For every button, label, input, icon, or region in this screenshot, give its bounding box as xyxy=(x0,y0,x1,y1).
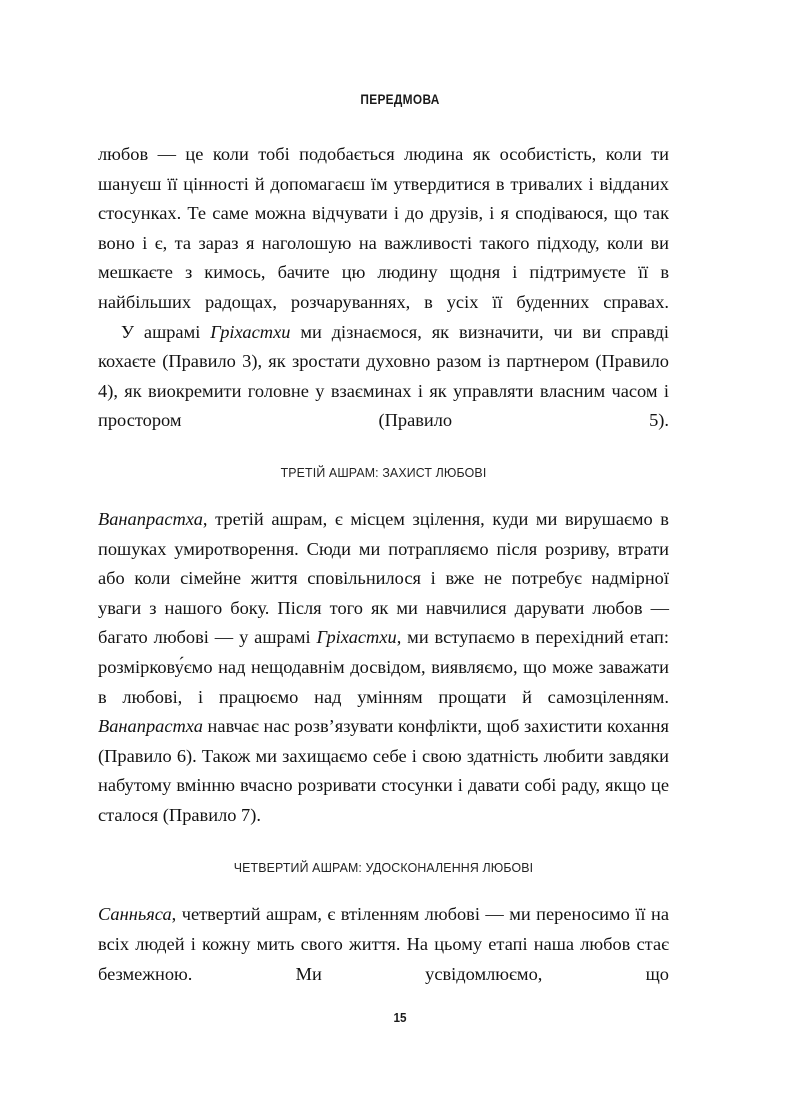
page-number: 15 xyxy=(393,1010,407,1025)
sanskrit-term-grihastha: Гріхастхи xyxy=(210,321,291,342)
paragraph-3-text-part-1: , третій ашрам, є місцем зцілення, куди ми вирушаємо в пошуках умиротворення. Сюди ми потрапляємо після розриву, втрати або коли сімейне життя сповільнилося і вже не потребує надмірної уваги з нашого боку. Після того як ми навчилися дарувати любов — багато любові — у ашрамі xyxy=(98,508,669,648)
paragraph-2-text-part-2: ми дізнаємося, як визначити, чи ви справді кохаєте (Правило 3), як зростати духовно разом із партнером (Правило 4), як виокремити головне у взаєминах і як управляти власним часом і простором (Правило 5). xyxy=(98,321,669,431)
sanskrit-term-sannyasa: Санньяса xyxy=(98,904,172,925)
paragraph-3-text-part-2: , ми вступаємо в перехідний етап: розміркову́ємо над нещодавнім досвідом, виявляємо, що може заважати в любові, і працюємо над умінням прощати й самозціленням. xyxy=(98,627,669,707)
heading-spacer-below-1 xyxy=(98,480,669,505)
section-heading-fourth-ashram: ЧЕТВЕРТИЙ АШРАМ: УДОСКОНАЛЕННЯ ЛЮБОВІ xyxy=(233,860,534,876)
sanskrit-term-vanaprastha-2: Ванапрастха xyxy=(98,716,203,737)
paragraph-continuation xyxy=(98,140,669,318)
paragraph-grihastha-ashram xyxy=(98,318,669,436)
paragraph-2-text-part-1: У ашрамі xyxy=(121,321,211,342)
running-header: ПЕРЕДМОВА xyxy=(360,92,440,107)
section-heading-third-ashram: ТРЕТІЙ АШРАМ: ЗАХИСТ ЛЮБОВІ xyxy=(280,464,487,480)
heading-spacer-above-1 xyxy=(98,436,669,465)
heading-spacer-above-2 xyxy=(98,830,669,860)
heading-spacer-below-2 xyxy=(98,875,669,900)
paragraph-4-text: , четвертий ашрам, є втіленням любові — ми переносимо її на всіх людей і кожну мить свого життя. На цьому етапі наша любов стає безмежною. Ми усвідомлюємо, що xyxy=(98,904,669,984)
paragraph-3-text-part-3: навчає нас розв’язувати конфлікти, щоб захистити кохання (Правило 6). Також ми захищаємо себе і свою здатність любити завдяки набутому вмінню вчасно розривати стосунки і давати собі раду, якщо це сталося (Правило 7). xyxy=(98,716,669,825)
sanskrit-term-vanaprastha-1: Ванапрастха xyxy=(98,508,203,529)
paragraph-vanaprastha-ashram xyxy=(98,505,669,831)
body-text-block xyxy=(98,140,669,989)
sanskrit-term-grihastha-2: Гріхастхи xyxy=(316,627,397,648)
paragraph-1-text: любов — це коли тобі подобається людина як особистість, коли ти шануєш її цінності й допомагаєш їм утвердитися в тривалих і відданих стосунках. Те саме можна відчувати і до друзів, і я сподіваюся, що так воно і є, та зараз я наголошую на важливості такого підходу, коли ви мешкаєте з кимось, бачите цю людину щодня і підтримуєте її в найбільших радощах, розчаруваннях, в усіх її буденних справах. xyxy=(98,144,669,312)
paragraph-sannyasa-ashram xyxy=(98,900,669,989)
